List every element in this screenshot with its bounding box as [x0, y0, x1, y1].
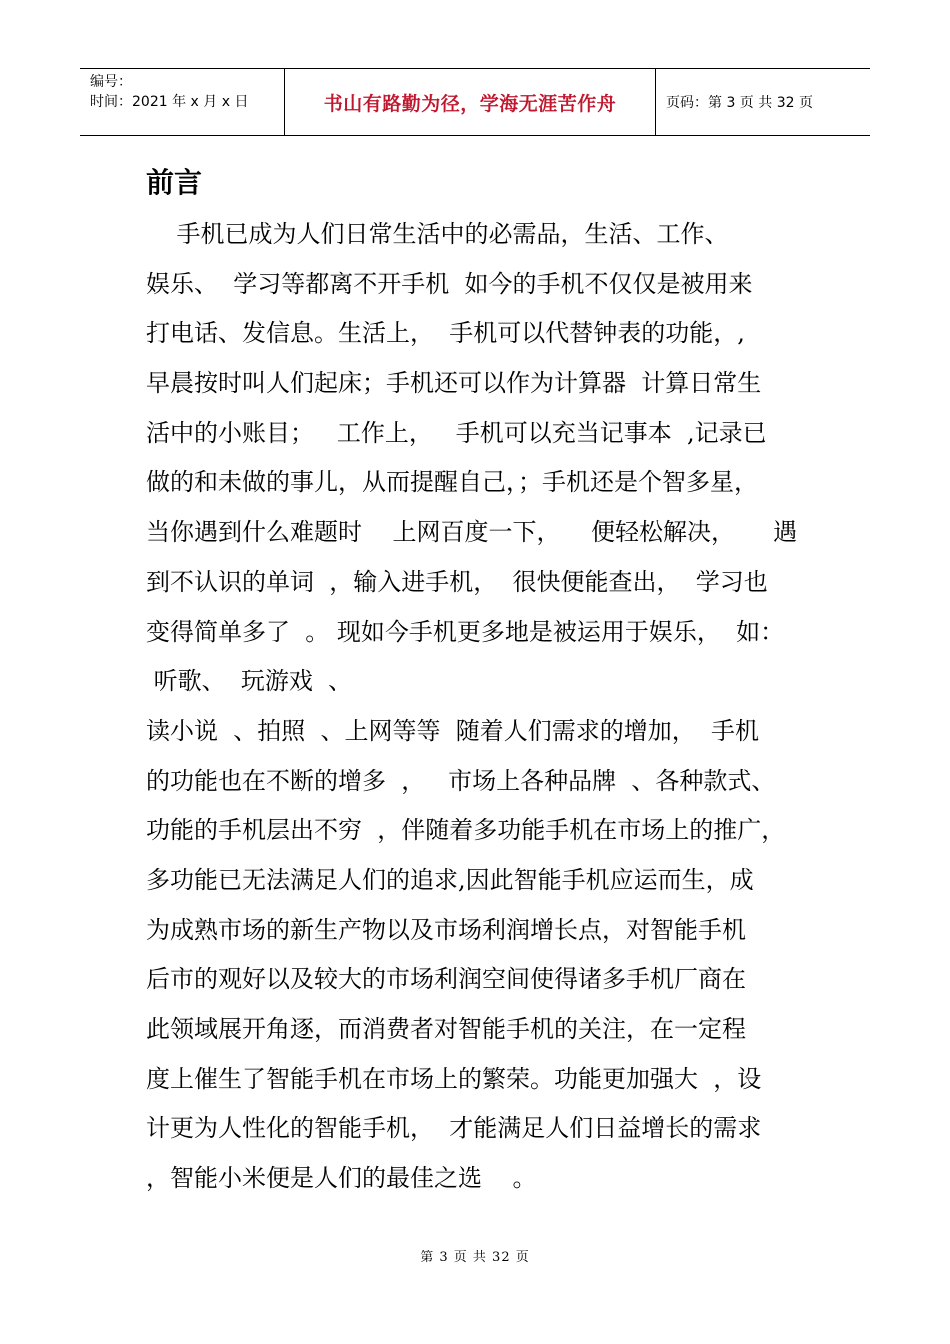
header-meta: [80, 69, 284, 135]
page-footer: 第 3 页 共 32 页: [420, 1250, 530, 1265]
body-line: 度上催生了智能手机在市场上的繁荣。功能更加强大 ，设: [146, 1064, 762, 1093]
body-line: 打电话、发信息。生活上， 手机可以代替钟表的功能，,: [146, 319, 745, 348]
body-line: 当你遇到什么难题时 上网百度一下， 便轻松解决， 遇: [146, 518, 798, 547]
page-header: [80, 68, 870, 136]
body-line: 变得简单多了 。 现如今手机更多地是被运用于娱乐， 如：: [146, 617, 785, 646]
body-line: 做的和未做的事儿，从而提醒自己，；手机还是个智多星，: [146, 468, 758, 497]
header-number-label: 编号：: [90, 74, 132, 90]
header-page-info: 页码：第 3 页 共 32 页: [666, 95, 813, 111]
header-motto: 书山有路勤为径，学海无涯苦作舟: [284, 69, 656, 135]
body-line: 此领域展开角逐，而消费者对智能手机的关注，在一定程: [146, 1015, 746, 1043]
body-line: 手机已成为人们日常生活中的必需品，生活、工作、: [146, 220, 729, 248]
body-paragraph: [146, 210, 826, 1204]
body-line: ，智能小米便是人们的最佳之选 。: [146, 1164, 537, 1193]
body-line: 读小说 、拍照 、上网等等 随着人们需求的增加， 手机: [146, 716, 760, 745]
body-line: 功能的手机层出不穷 ，伴随着多功能手机在市场上的推广，: [146, 816, 786, 845]
body-line: 的功能也在不断的增多 ， 市场上各种品牌 、各种款式、: [146, 766, 776, 795]
body-line: 计更为人性化的智能手机， 才能满足人们日益增长的需求: [146, 1114, 762, 1143]
body-line: 活中的小账目； 工作上， 手机可以充当记事本 ,记录已: [146, 418, 767, 447]
section-title: 前言: [146, 166, 203, 199]
body-line: 早晨按时叫人们起床；手机还可以作为计算器 计算日常生: [146, 369, 762, 398]
body-line: 多功能已无法满足人们的追求,因此智能手机应运而生，成: [146, 865, 754, 894]
body-line: 后市的观好以及较大的市场利润空间使得诸多手机厂商在: [146, 965, 746, 994]
body-line: 听歌、 玩游戏 、: [146, 667, 353, 696]
body-line: 为成熟市场的新生产物以及市场利润增长点，对智能手机: [146, 915, 746, 944]
body-line: 娱乐、 学习等都离不开手机 如今的手机不仅仅是被用来: [146, 269, 753, 298]
body-line: 到不认识的单词 ，输入进手机， 很快便能查出， 学习也: [146, 567, 768, 596]
header-date-label: 时间：2021 年 x 月 x 日: [90, 94, 249, 110]
